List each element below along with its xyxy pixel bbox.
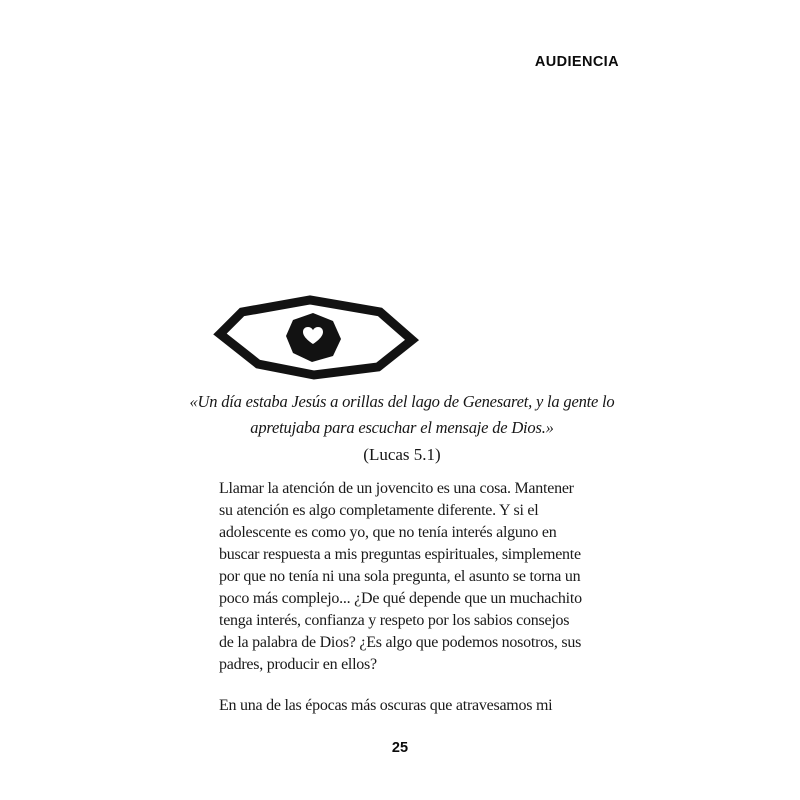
epigraph-citation: (Lucas 5.1): [363, 445, 441, 464]
body-text-line: buscar respuesta a mis preguntas espirituales, simplemente: [219, 546, 581, 563]
body-text-line: En una de las épocas más oscuras que atravesamos mi: [219, 697, 553, 714]
body-text-line: adolescente es como yo, que no tenía interés alguno en: [219, 524, 557, 541]
body-text-line: tenga interés, confianza y respeto por los sabios consejos: [219, 612, 570, 629]
body-text: [219, 478, 639, 717]
page-number: 25: [391, 740, 409, 756]
epigraph-quote-line: «Un día estaba Jesús a orillas del lago de Genesaret, y la gente lo: [189, 392, 615, 411]
epigraph-quote-line: apretujaba para escuchar el mensaje de Dios.»: [250, 418, 554, 437]
body-text-line: de la palabra de Dios? ¿Es algo que podemos nosotros, sus: [219, 634, 582, 651]
body-text-line: por que no tenía ni una sola pregunta, el asunto se torna un: [219, 568, 581, 585]
eye-illustration: [211, 292, 421, 382]
body-text-line: padres, producir en ellos?: [219, 656, 377, 673]
body-paragraph: [219, 478, 639, 676]
body-text-line: Llamar la atención de un jovencito es una cosa. Mantener: [219, 480, 574, 497]
body-paragraph: [219, 695, 639, 717]
chapter-epigraph: [0, 389, 800, 468]
running-header: AUDIENCIA: [534, 54, 619, 70]
body-text-line: poco más complejo... ¿De qué depende que un muchachito: [219, 590, 582, 607]
body-text-line: su atención es algo completamente diferente. Y si el: [219, 502, 539, 519]
